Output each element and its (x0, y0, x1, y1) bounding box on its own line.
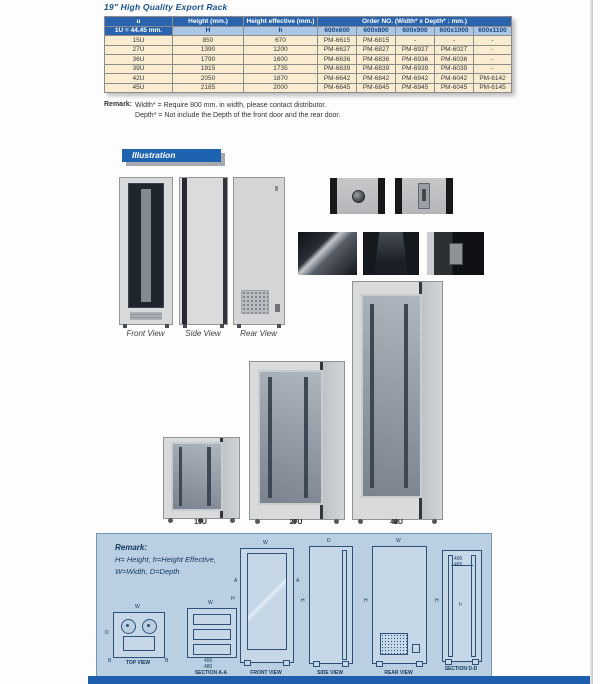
cell-order: PM-6836 (357, 55, 396, 65)
cell-u: 36U (105, 55, 173, 65)
col-size-600x600: 600x600 (318, 26, 357, 36)
fan-icon (121, 619, 136, 634)
cell-order: PM-6142 (474, 74, 512, 84)
cell-H: 1790 (173, 55, 244, 65)
rack-42u-photo (352, 281, 443, 520)
cell-order: PM-6036 (435, 55, 474, 65)
mounting-rail (207, 447, 210, 507)
door-edge-line (342, 550, 347, 660)
footer-bar (88, 676, 592, 684)
marker-a: A (234, 578, 238, 584)
side-view-drawing (309, 546, 353, 664)
cell-order: - (435, 36, 474, 46)
center-channel (141, 189, 151, 302)
table-row (105, 74, 512, 84)
top-view-label: TOP VIEW (125, 660, 151, 666)
col-size-600x800: 600x800 (357, 26, 396, 36)
lock-icon (352, 190, 365, 203)
cell-h: 1870 (244, 74, 318, 84)
cell-h: 1735 (244, 64, 318, 74)
bottom-remark-line1: H= Height, h=Height Effective, (115, 555, 216, 564)
rear-view-drawing-label: REAR VIEW (384, 670, 413, 676)
foot (283, 660, 290, 666)
spec-table (104, 16, 512, 93)
cell-order: PM-6642 (318, 74, 357, 84)
glass-door (361, 294, 422, 498)
dim-h: H (301, 598, 305, 604)
rack-15u-photo (163, 437, 240, 519)
table-row (105, 64, 512, 74)
side-edge-strip (223, 178, 227, 324)
col-header-height-effective: Height effective (mm.) (244, 17, 318, 27)
cell-order: PM-6639 (318, 64, 357, 74)
fan-icon (142, 619, 157, 634)
dim-d: D (105, 630, 109, 636)
cell-order: PM-6945 (396, 83, 435, 93)
bottom-remark-label: Remark: (115, 543, 148, 552)
illustration-banner: Illustration (122, 149, 221, 162)
rear-view-image (233, 177, 285, 325)
foot (165, 324, 169, 328)
table-row (105, 83, 512, 93)
table-row (105, 45, 512, 55)
cell-u: 45U (105, 83, 173, 93)
mounting-rail (304, 377, 308, 498)
remark-line-depth: Depth* = Not include the Depth of the front door and the rear door. (135, 111, 341, 119)
cell-u: 42U (105, 74, 173, 84)
vent-grille (241, 290, 269, 314)
cell-h: 2000 (244, 83, 318, 93)
cell-order: PM-6615 (318, 36, 357, 46)
hinge-detail-photo (427, 232, 484, 275)
rear-view-label: Rear View (240, 329, 277, 338)
dim-450: 450 (204, 658, 213, 664)
vent-grille-outline (380, 633, 408, 655)
cell-u: 39U (105, 64, 173, 74)
cell-order: - (474, 55, 512, 65)
dim-d: D (327, 538, 331, 544)
corner-b: B (108, 658, 112, 664)
cell-order: PM-6039 (435, 64, 474, 74)
handle-detail-photo (395, 178, 453, 214)
dim-h: H (364, 598, 368, 604)
cell-H: 1390 (173, 45, 244, 55)
cell-order: PM-6042 (435, 74, 474, 84)
dim-w: W (396, 538, 401, 544)
remark-label: Remark: (104, 101, 133, 108)
rack-27u-photo (249, 361, 345, 520)
corner-b: B (165, 658, 169, 664)
foot (220, 324, 224, 328)
front-view-drawing (240, 548, 294, 663)
dim-400: 400 (454, 556, 463, 562)
handle-slot (422, 189, 426, 201)
cell-h: 670 (244, 36, 318, 46)
col-header-height: Height (mm.) (173, 17, 244, 27)
mounting-rail (179, 447, 182, 507)
remark-line-width: Width* = Require 800 mm. in width, please contact distributor. (135, 102, 327, 109)
door-edge (330, 178, 337, 214)
cell-H: 850 (173, 36, 244, 46)
top-view-drawing (113, 612, 165, 658)
lock-detail-photo (330, 178, 385, 214)
interior-top-detail-photo (363, 232, 419, 275)
side-panel (322, 362, 344, 519)
rail-line (448, 555, 453, 657)
mounting-rail (268, 377, 272, 498)
foot (244, 660, 251, 666)
door-edge (378, 178, 385, 214)
cell-order: PM-6027 (435, 45, 474, 55)
rear-view-drawing (372, 546, 427, 664)
cell-H: 2185 (173, 83, 244, 93)
hinge-icon (449, 243, 463, 265)
cell-order: PM-6627 (318, 45, 357, 55)
glass-door (258, 370, 322, 505)
dim-w: W (263, 540, 268, 546)
cell-order: PM-6927 (396, 45, 435, 55)
rack-15u-label: 15U (194, 519, 207, 526)
page-edge (590, 0, 593, 684)
cable-slot (123, 636, 155, 651)
glass-door (171, 442, 223, 511)
shelf (193, 644, 231, 655)
front-view-drawing-label: FRONT VIEW (250, 670, 282, 676)
bottom-remark-line2: W=Width, D=Depth (115, 567, 180, 576)
foot (416, 661, 423, 667)
cable-entry (275, 304, 280, 312)
col-header-u: u (105, 17, 173, 27)
cell-order: - (474, 36, 512, 46)
marker-a: A (296, 578, 300, 584)
dim-w: W (135, 604, 140, 610)
side-edge-strip (182, 178, 187, 324)
col-size-600x1000: 600x1000 (435, 26, 474, 36)
door-edge (446, 178, 453, 214)
col-sub-h: h (244, 26, 318, 36)
rear-lock (275, 186, 278, 191)
cell-order: PM-6845 (357, 83, 396, 93)
dim-h: H (231, 596, 235, 602)
section-aa-drawing (187, 608, 237, 658)
mounting-rail (404, 304, 408, 488)
cell-order: PM-6839 (357, 64, 396, 74)
bottom-remark-panel (96, 533, 492, 679)
cell-order: - (474, 64, 512, 74)
col-size-600x900: 600x900 (396, 26, 435, 36)
cell-order: PM-6145 (474, 83, 512, 93)
page-title: 19" High Quality Export Rack (104, 2, 228, 12)
front-opening (128, 183, 164, 308)
door-edge (395, 178, 402, 214)
cell-order: PM-6636 (318, 55, 357, 65)
col-header-order-no: Order NO. (Width* x Depth* : mm.) (318, 17, 512, 27)
cell-order: PM-6045 (435, 83, 474, 93)
cell-order: - (474, 45, 512, 55)
foot (342, 661, 349, 667)
side-view-label: Side View (185, 329, 221, 338)
foot (472, 659, 479, 665)
col-sub-H: H (173, 26, 244, 36)
dim-465: 465 (454, 562, 463, 568)
rack-27u-label: 27U (289, 519, 303, 526)
foot (445, 659, 452, 665)
cell-order: PM-6842 (357, 74, 396, 84)
table-remark (104, 101, 340, 120)
foot (277, 324, 281, 328)
cell-order: PM-6827 (357, 45, 396, 55)
cell-order: PM-6942 (396, 74, 435, 84)
dim-w: W (208, 600, 213, 606)
col-size-600x1100: 600x1100 (474, 26, 512, 36)
side-view-image (179, 177, 228, 325)
foot (123, 324, 127, 328)
side-panel (421, 282, 442, 519)
dim-h: H (435, 598, 439, 604)
side-panel (222, 438, 240, 518)
door-outline (247, 553, 287, 650)
foot (376, 661, 383, 667)
foot (237, 324, 241, 328)
side-view-drawing-label: SIDE VIEW (317, 670, 343, 676)
dim-480: 480 (204, 664, 213, 670)
bottom-remark-text (115, 542, 216, 578)
cell-order: PM-6936 (396, 55, 435, 65)
shelf (193, 614, 231, 625)
section-aa-label: SECTION A-A (194, 670, 228, 676)
rack-42u-label: 42U (390, 519, 403, 526)
front-view-image (119, 177, 173, 325)
front-view-label: Front View (126, 329, 165, 338)
cell-order: PM-6645 (318, 83, 357, 93)
cell-H: 1915 (173, 64, 244, 74)
table-header-row (105, 17, 512, 27)
dim-h-eff: h (459, 602, 462, 608)
cell-u: 15U (105, 36, 173, 46)
cell-H: 2050 (173, 74, 244, 84)
table-row (105, 36, 512, 46)
interior-panel (374, 232, 408, 275)
frame-corner-detail-photo (298, 232, 357, 275)
rail-line (471, 555, 476, 657)
cell-u: 27U (105, 45, 173, 55)
mounting-rail (370, 304, 374, 488)
table-row (105, 55, 512, 65)
cell-order: PM-6815 (357, 36, 396, 46)
cell-h: 1600 (244, 55, 318, 65)
foot (183, 324, 187, 328)
cable-entry-outline (412, 644, 420, 653)
foot (313, 661, 320, 667)
cell-order: - (396, 36, 435, 46)
front-vent (130, 312, 162, 320)
shelf (193, 629, 231, 640)
cell-order: PM-6939 (396, 64, 435, 74)
u-note: 1U = 44.45 mm. (105, 26, 173, 36)
table-subheader-row (105, 26, 512, 36)
cell-h: 1200 (244, 45, 318, 55)
section-dd-label: SECTION D-D (444, 666, 478, 672)
